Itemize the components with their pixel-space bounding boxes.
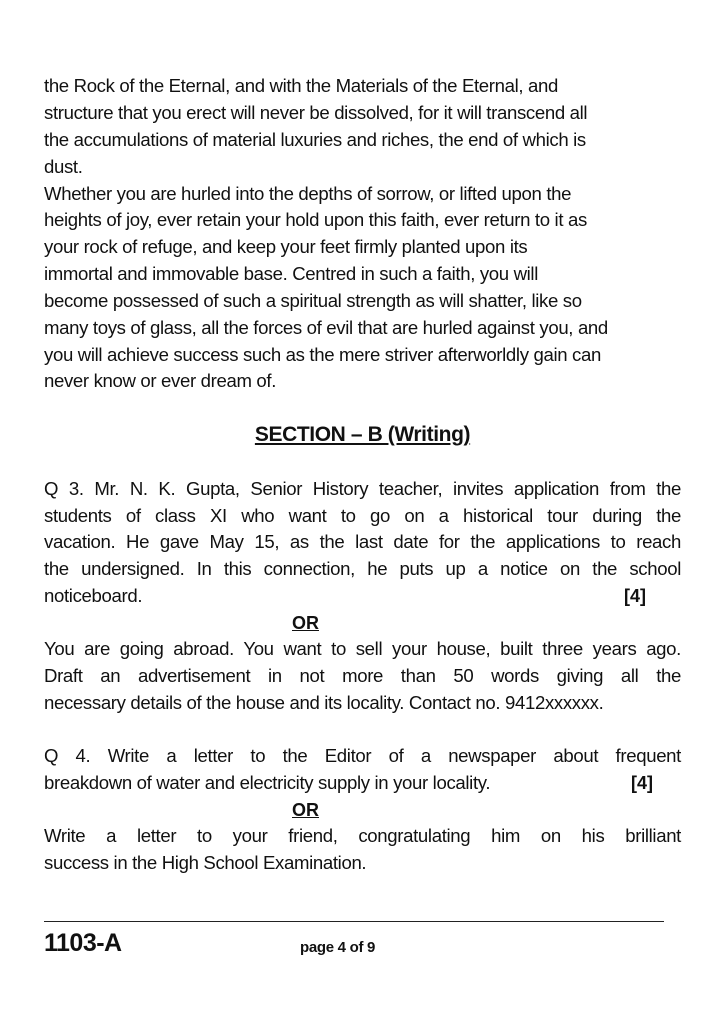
marks-label: [4] xyxy=(631,773,653,793)
question-alt-line: success in the High School Examination. xyxy=(44,852,367,873)
question-line: breakdown of water and electricity supply in your locality. xyxy=(44,772,491,793)
passage-line: heights of joy, ever retain your hold upon this faith, ever return to it as xyxy=(44,209,587,230)
paper-code: 1103-A xyxy=(44,929,122,957)
passage-line: you will achieve success such as the mere striver afterworldly gain can xyxy=(44,344,601,365)
passage-line: structure that you erect will never be dissolved, for it will transcend all xyxy=(44,102,588,123)
footer-divider xyxy=(44,921,664,922)
question-alt-line: Draft an advertisement in not more than 50 words giving all the xyxy=(44,665,681,686)
passage-line: immortal and immovable base. Centred in such a faith, you will xyxy=(44,263,538,284)
passage-line: the Rock of the Eternal, and with the Materials of the Eternal, and xyxy=(44,75,559,96)
passage-line: Whether you are hurled into the depths of sorrow, or lifted upon the xyxy=(44,183,572,204)
passage-line: dust. xyxy=(44,156,83,177)
question-alt-line: Write a letter to your friend, congratulating him on his brilliant xyxy=(44,825,681,846)
question-alt-line: You are going abroad. You want to sell your house, built three years ago. xyxy=(44,638,681,659)
question-line: students of class XI who want to go on a historical tour during the xyxy=(44,505,681,526)
question-alt-line: necessary details of the house and its locality. Contact no. 9412xxxxxx. xyxy=(44,692,604,713)
page-number: page 4 of 9 xyxy=(300,939,376,956)
question-line: vacation. He gave May 15, as the last date for the applications to reach xyxy=(44,531,681,552)
question-line: Q 3. Mr. N. K. Gupta, Senior History teacher, invites application from the xyxy=(44,478,681,499)
passage-line: the accumulations of material luxuries and riches, the end of which is xyxy=(44,129,586,150)
question-line: Q 4. Write a letter to the Editor of a newspaper about frequent xyxy=(44,745,681,766)
or-label: OR xyxy=(292,613,319,633)
question-line: the undersigned. In this connection, he puts up a notice on the school xyxy=(44,558,681,579)
passage-line: become possessed of such a spiritual strength as will shatter, like so xyxy=(44,290,582,311)
section-heading: SECTION – B (Writing) xyxy=(254,423,471,446)
or-label: OR xyxy=(292,800,319,820)
question-line: noticeboard. xyxy=(44,585,143,606)
passage-line: your rock of refuge, and keep your feet firmly planted upon its xyxy=(44,236,528,257)
passage-line: never know or ever dream of. xyxy=(44,370,277,391)
passage-line: many toys of glass, all the forces of evil that are hurled against you, and xyxy=(44,317,608,338)
marks-label: [4] xyxy=(624,586,646,606)
